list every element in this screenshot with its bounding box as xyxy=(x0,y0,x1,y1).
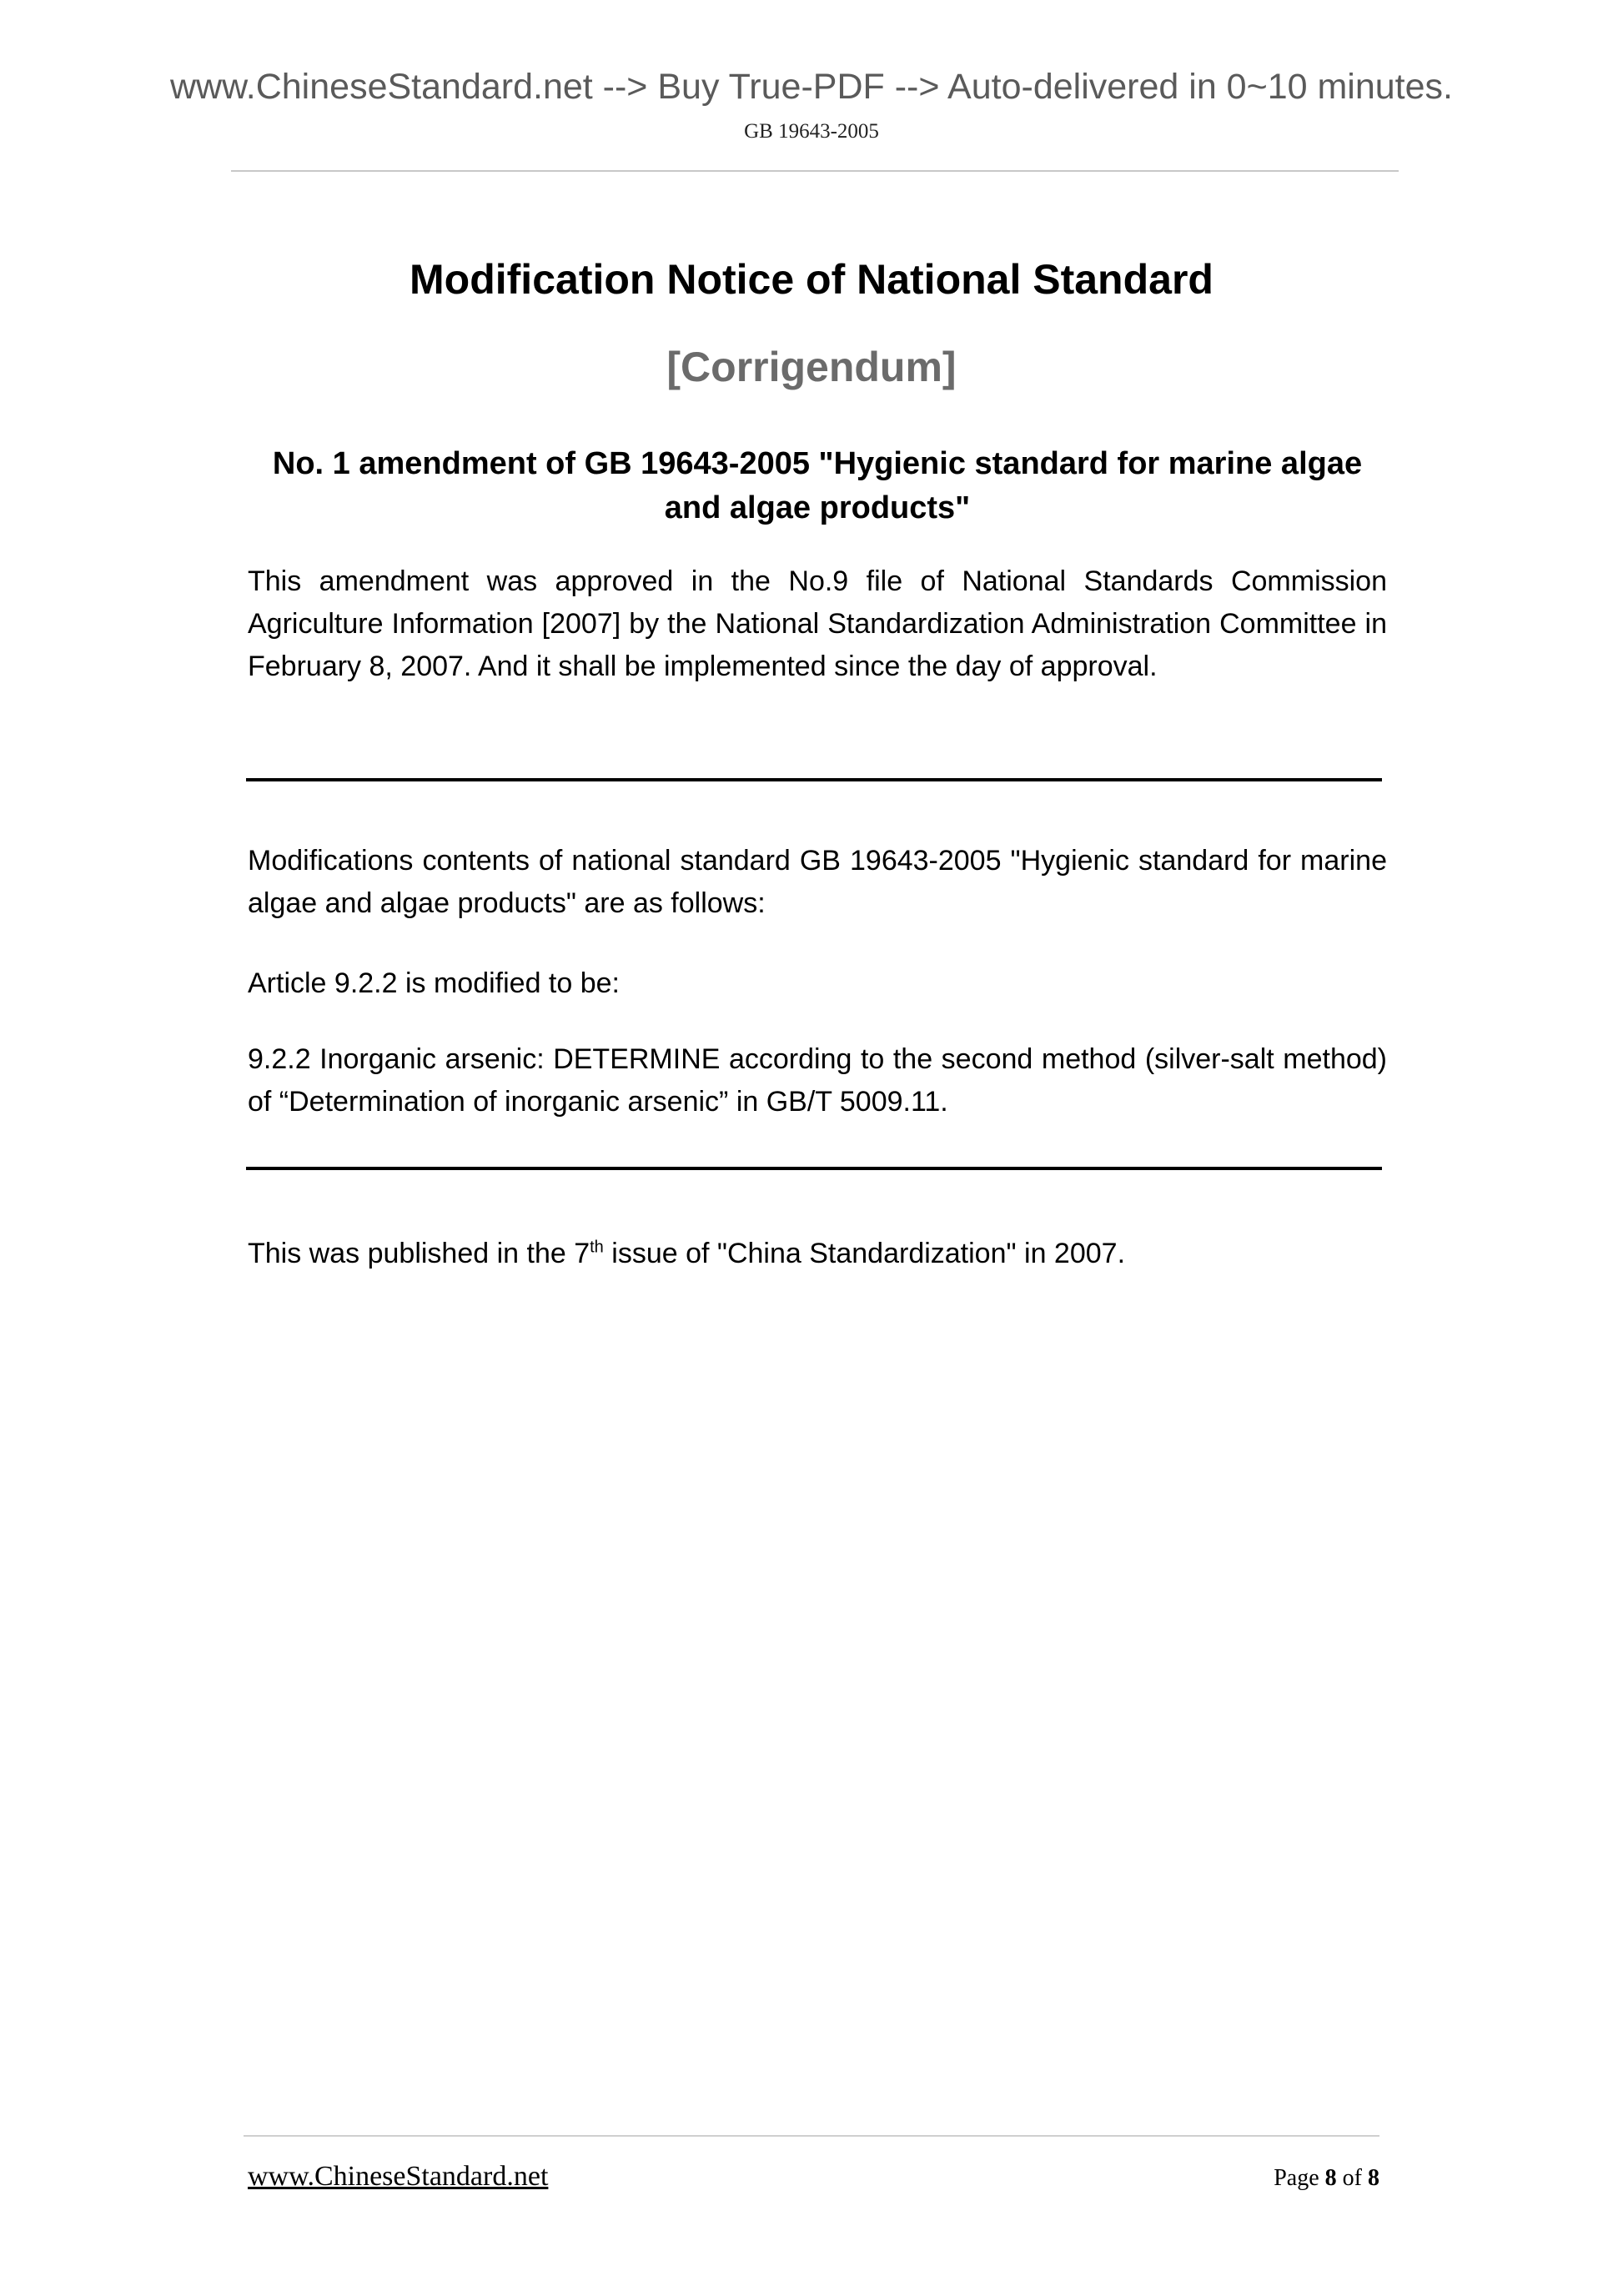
amendment-heading: No. 1 amendment of GB 19643-2005 "Hygienic standard for marine algae and algae products" xyxy=(272,446,1363,525)
page-title: Modification Notice of National Standard xyxy=(410,256,1213,303)
page-subtitle: [Corrigendum] xyxy=(666,344,957,390)
document-code: GB 19643-2005 xyxy=(744,120,879,143)
publication-note xyxy=(248,1233,1387,1275)
publication-superscript: th xyxy=(590,1238,604,1257)
section-divider-top xyxy=(246,778,1382,781)
page-total: 8 xyxy=(1368,2165,1379,2191)
publication-prefix: This was published in the 7 xyxy=(248,1238,590,1269)
article-line: Article 9.2.2 is modified to be: xyxy=(248,967,621,999)
page-of: of xyxy=(1342,2165,1362,2191)
section-divider-bottom xyxy=(246,1167,1382,1170)
header-divider xyxy=(231,170,1399,172)
article-text: 9.2.2 Inorganic arsenic: DETERMINE according to the second method (silver-salt method) of “Determination of inorganic arsenic” in GB/T 5009.11. xyxy=(248,1043,1387,1118)
publication-suffix: issue of "China Standardization" in 2007. xyxy=(603,1238,1126,1269)
modifications-intro: Modifications contents of national standard GB 19643-2005 "Hygienic standard for marine algae and algae products" are as follows: xyxy=(248,845,1387,919)
page-label: Page xyxy=(1274,2165,1319,2191)
footer-divider xyxy=(244,2135,1379,2137)
page-current: 8 xyxy=(1324,2165,1337,2191)
site-banner[interactable]: www.ChineseStandard.net --> Buy True-PDF --> Auto-delivered in 0~10 minutes. xyxy=(169,67,1453,107)
page-number xyxy=(1274,2162,1379,2195)
approval-paragraph: This amendment was approved in the No.9 file of National Standards Commission Agriculture Information [2007] by the National Standardization Administration Committee in February 8, 2007. And it shall be implemented since the day of approval. xyxy=(248,565,1387,682)
footer-site-link[interactable]: www.ChineseStandard.net xyxy=(248,2161,549,2192)
